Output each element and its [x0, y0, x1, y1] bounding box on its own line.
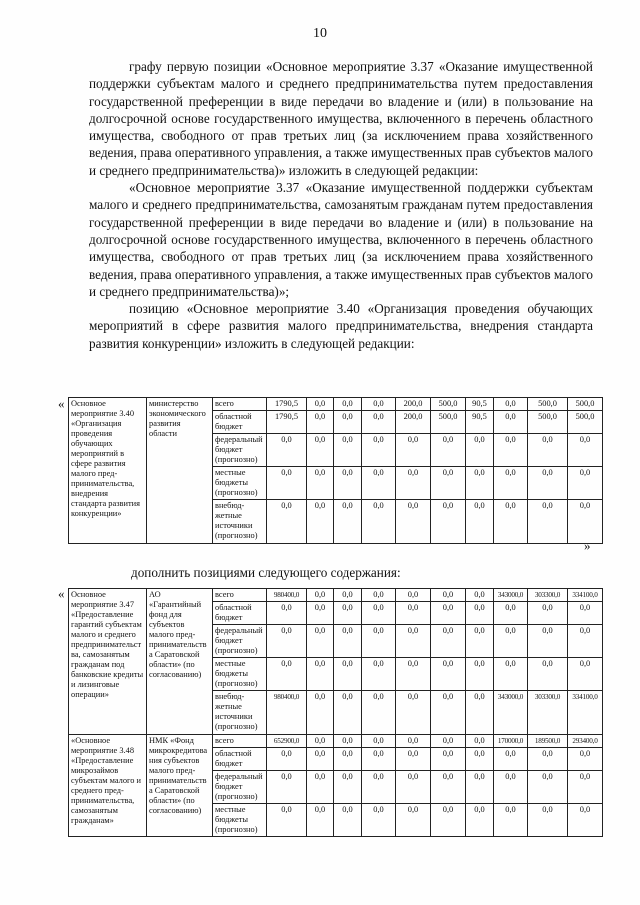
value-cell: 0,0	[466, 589, 494, 602]
value-cell: 0,0	[396, 771, 431, 804]
value-cell: 343000,0	[494, 589, 528, 602]
funding-source-cell: областной бюджет	[213, 411, 267, 434]
value-cell: 0,0	[528, 804, 568, 837]
value-cell: 0,0	[362, 735, 396, 748]
value-cell: 334100,0	[568, 589, 603, 602]
value-cell: 500,0	[528, 411, 568, 434]
value-cell: 0,0	[528, 771, 568, 804]
value-cell: 0,0	[396, 735, 431, 748]
value-cell: 0,0	[396, 467, 431, 500]
value-cell: 0,0	[494, 467, 528, 500]
value-cell: 0,0	[528, 658, 568, 691]
value-cell: 0,0	[334, 748, 362, 771]
value-cell: 0,0	[431, 602, 466, 625]
table2-open-quote: «	[58, 586, 65, 601]
funding-source-cell: внебюд-жетные источники (прогнозно)	[213, 691, 267, 735]
funding-source-cell: областной бюджет	[213, 602, 267, 625]
value-cell: 0,0	[307, 625, 334, 658]
value-cell: 0,0	[396, 625, 431, 658]
funding-source-cell: всего	[213, 398, 267, 411]
funding-source-cell: местные бюджеты (прогнозно)	[213, 658, 267, 691]
value-cell: 0,0	[528, 602, 568, 625]
value-cell: 0,0	[362, 500, 396, 544]
value-cell: 0,0	[431, 434, 466, 467]
value-cell: 0,0	[431, 748, 466, 771]
value-cell: 0,0	[362, 625, 396, 658]
funding-source-cell: всего	[213, 735, 267, 748]
value-cell: 0,0	[307, 467, 334, 500]
value-cell: 189500,0	[528, 735, 568, 748]
value-cell: 90,5	[466, 398, 494, 411]
event-cell: Основное мероприятие 3.47 «Предоставление гарантий субъектам малого и среднего предпринимательства, самозанятым гражданам под банковские кредиты и лизинговые операции»	[69, 589, 147, 735]
value-cell: 0,0	[334, 398, 362, 411]
value-cell: 0,0	[396, 602, 431, 625]
value-cell: 0,0	[267, 658, 307, 691]
value-cell: 0,0	[494, 602, 528, 625]
value-cell: 0,0	[494, 658, 528, 691]
funding-source-cell: областной бюджет	[213, 748, 267, 771]
value-cell: 343000,0	[494, 691, 528, 735]
value-cell: 0,0	[431, 658, 466, 691]
value-cell: 200,0	[396, 398, 431, 411]
value-cell: 0,0	[362, 411, 396, 434]
value-cell: 0,0	[466, 691, 494, 735]
value-cell: 0,0	[362, 658, 396, 691]
paragraph-3: позицию «Основное мероприятие 3.40 «Организация проведения обучающих мероприятий в сфере развития малого предпринимательства, внедрения стандарта развития конкуренции» изложить в следующей редакции:	[89, 301, 593, 351]
value-cell: 0,0	[267, 804, 307, 837]
table-row	[69, 735, 603, 748]
value-cell: 0,0	[568, 771, 603, 804]
table-2	[68, 588, 598, 837]
value-cell: 0,0	[528, 434, 568, 467]
value-cell: 0,0	[307, 398, 334, 411]
value-cell: 0,0	[334, 691, 362, 735]
value-cell: 0,0	[568, 625, 603, 658]
value-cell: 0,0	[494, 804, 528, 837]
value-cell: 0,0	[307, 434, 334, 467]
value-cell: 303300,0	[528, 691, 568, 735]
value-cell: 0,0	[267, 771, 307, 804]
value-cell: 0,0	[396, 804, 431, 837]
value-cell: 0,0	[466, 748, 494, 771]
value-cell: 334100,0	[568, 691, 603, 735]
value-cell: 0,0	[362, 771, 396, 804]
value-cell: 0,0	[267, 625, 307, 658]
value-cell: 0,0	[307, 589, 334, 602]
value-cell: 0,0	[362, 467, 396, 500]
executor-cell: министерство экономического развития области	[147, 398, 213, 544]
value-cell: 0,0	[528, 748, 568, 771]
value-cell: 0,0	[307, 658, 334, 691]
value-cell: 0,0	[396, 658, 431, 691]
value-cell: 0,0	[334, 658, 362, 691]
value-cell: 0,0	[568, 434, 603, 467]
value-cell: 500,0	[568, 398, 603, 411]
value-cell: 90,5	[466, 411, 494, 434]
executor-cell: АО «Гарантийный фонд для субъектов малого пред-принимательства Саратовской области» (по согласованию)	[147, 589, 213, 735]
value-cell: 0,0	[307, 691, 334, 735]
value-cell: 0,0	[307, 748, 334, 771]
value-cell: 0,0	[307, 602, 334, 625]
value-cell: 0,0	[334, 771, 362, 804]
value-cell: 0,0	[528, 625, 568, 658]
value-cell: 0,0	[362, 602, 396, 625]
value-cell: 0,0	[431, 500, 466, 544]
value-cell: 0,0	[307, 500, 334, 544]
value-cell: 0,0	[431, 589, 466, 602]
value-cell: 0,0	[568, 500, 603, 544]
funding-source-cell: федеральный бюджет (прогнозно)	[213, 625, 267, 658]
value-cell: 0,0	[528, 467, 568, 500]
executor-cell: НМК «Фонд микрокредитования субъектов малого пред-принимательства Саратовской области» (по согласованию)	[147, 735, 213, 837]
value-cell: 0,0	[494, 748, 528, 771]
value-cell: 0,0	[362, 398, 396, 411]
value-cell: 1790,5	[267, 411, 307, 434]
value-cell: 0,0	[494, 500, 528, 544]
value-cell: 0,0	[431, 691, 466, 735]
section-heading: дополнить позициями следующего содержания:	[131, 565, 401, 580]
value-cell: 0,0	[568, 467, 603, 500]
budget-table-2	[68, 588, 603, 837]
value-cell: 500,0	[568, 411, 603, 434]
value-cell: 0,0	[528, 500, 568, 544]
paragraph-2: «Основное мероприятие 3.37 «Оказание имущественной поддержки субъектам малого и среднего предпринимательства, самозанятым гражданам путем предоставления государственной преференции в виде передачи во владение и (или) в пользование на долгосрочной основе государственного имущества, включенного в перечень областного имущества, свободного от прав третьих лиц (за исключением права хозяйственного ведения, права оперативного управления, а также имущественных прав субъектов малого и среднего предпринимательства)»;	[89, 180, 593, 299]
value-cell: 0,0	[396, 589, 431, 602]
value-cell: 0,0	[494, 771, 528, 804]
value-cell: 0,0	[334, 434, 362, 467]
value-cell: 980400,0	[267, 589, 307, 602]
value-cell: 0,0	[396, 691, 431, 735]
funding-source-cell: местные бюджеты (прогнозно)	[213, 804, 267, 837]
value-cell: 500,0	[431, 398, 466, 411]
value-cell: 1790,5	[267, 398, 307, 411]
value-cell: 0,0	[362, 589, 396, 602]
table-1	[68, 397, 595, 544]
value-cell: 0,0	[494, 625, 528, 658]
value-cell: 0,0	[396, 500, 431, 544]
table1-open-quote: «	[58, 396, 65, 411]
value-cell: 0,0	[267, 434, 307, 467]
value-cell: 170000,0	[494, 735, 528, 748]
funding-source-cell: федеральный бюджет (прогнозно)	[213, 434, 267, 467]
value-cell: 0,0	[334, 411, 362, 434]
value-cell: 0,0	[334, 602, 362, 625]
body-text	[89, 58, 593, 352]
value-cell: 652900,0	[267, 735, 307, 748]
value-cell: 0,0	[466, 625, 494, 658]
value-cell: 0,0	[362, 804, 396, 837]
value-cell: 0,0	[307, 411, 334, 434]
budget-table-1	[68, 397, 603, 544]
value-cell: 0,0	[568, 804, 603, 837]
value-cell: 0,0	[334, 735, 362, 748]
value-cell: 0,0	[466, 434, 494, 467]
value-cell: 0,0	[431, 804, 466, 837]
value-cell: 0,0	[466, 500, 494, 544]
value-cell: 0,0	[431, 625, 466, 658]
value-cell: 0,0	[362, 691, 396, 735]
value-cell: 0,0	[307, 735, 334, 748]
value-cell: 0,0	[267, 748, 307, 771]
funding-source-cell: внебюд-жетные источники (прогнозно)	[213, 500, 267, 544]
value-cell: 0,0	[466, 735, 494, 748]
value-cell: 0,0	[431, 735, 466, 748]
value-cell: 200,0	[396, 411, 431, 434]
value-cell: 0,0	[466, 602, 494, 625]
value-cell: 303300,0	[528, 589, 568, 602]
table1-close-quote: »	[584, 538, 591, 553]
value-cell: 0,0	[396, 434, 431, 467]
paragraph-1: графу первую позиции «Основное мероприятие 3.37 «Оказание имущественной поддержки субъектам малого и среднего предпринимательства путем предоставления государственной преференции в виде передачи во владение и (или) в пользование на долгосрочной основе государственного имущества, включенного в перечень областного имущества, свободного от прав третьих лиц (за исключением права хозяйственного ведения, права оперативного управления, а также имущественных прав субъектов малого и среднего предпринимательства)» изложить в следующей редакции:	[89, 59, 593, 178]
value-cell: 0,0	[307, 771, 334, 804]
value-cell: 0,0	[494, 398, 528, 411]
value-cell: 0,0	[396, 748, 431, 771]
value-cell: 0,0	[334, 589, 362, 602]
value-cell: 293400,0	[568, 735, 603, 748]
value-cell: 0,0	[466, 467, 494, 500]
value-cell: 0,0	[568, 748, 603, 771]
funding-source-cell: местные бюджеты (прогнозно)	[213, 467, 267, 500]
value-cell: 0,0	[334, 804, 362, 837]
value-cell: 0,0	[431, 771, 466, 804]
value-cell: 0,0	[267, 500, 307, 544]
value-cell: 0,0	[267, 602, 307, 625]
funding-source-cell: всего	[213, 589, 267, 602]
value-cell: 980400,0	[267, 691, 307, 735]
value-cell: 0,0	[494, 434, 528, 467]
value-cell: 0,0	[362, 434, 396, 467]
value-cell: 0,0	[466, 771, 494, 804]
event-cell: Основное мероприятие 3.40 «Организация проведения обучающих мероприятий в сфере развития малого пред-принимательства, внедрения стандарта развития конкуренции»	[69, 398, 147, 544]
table-row	[69, 589, 603, 602]
value-cell: 0,0	[267, 467, 307, 500]
value-cell: 0,0	[568, 658, 603, 691]
event-cell: «Основное мероприятие 3.48 «Предоставление микрозаймов субъектам малого и среднего пред-принимательства, самозанятым гражданам»	[69, 735, 147, 837]
table-row	[69, 398, 603, 411]
value-cell: 0,0	[431, 467, 466, 500]
page-number: 10	[313, 26, 327, 41]
value-cell: 500,0	[528, 398, 568, 411]
value-cell: 0,0	[334, 500, 362, 544]
value-cell: 0,0	[362, 748, 396, 771]
funding-source-cell: федеральный бюджет (прогнозно)	[213, 771, 267, 804]
value-cell: 0,0	[494, 411, 528, 434]
value-cell: 0,0	[334, 467, 362, 500]
value-cell: 0,0	[568, 602, 603, 625]
value-cell: 0,0	[334, 625, 362, 658]
value-cell: 0,0	[466, 804, 494, 837]
value-cell: 500,0	[431, 411, 466, 434]
value-cell: 0,0	[307, 804, 334, 837]
value-cell: 0,0	[466, 658, 494, 691]
